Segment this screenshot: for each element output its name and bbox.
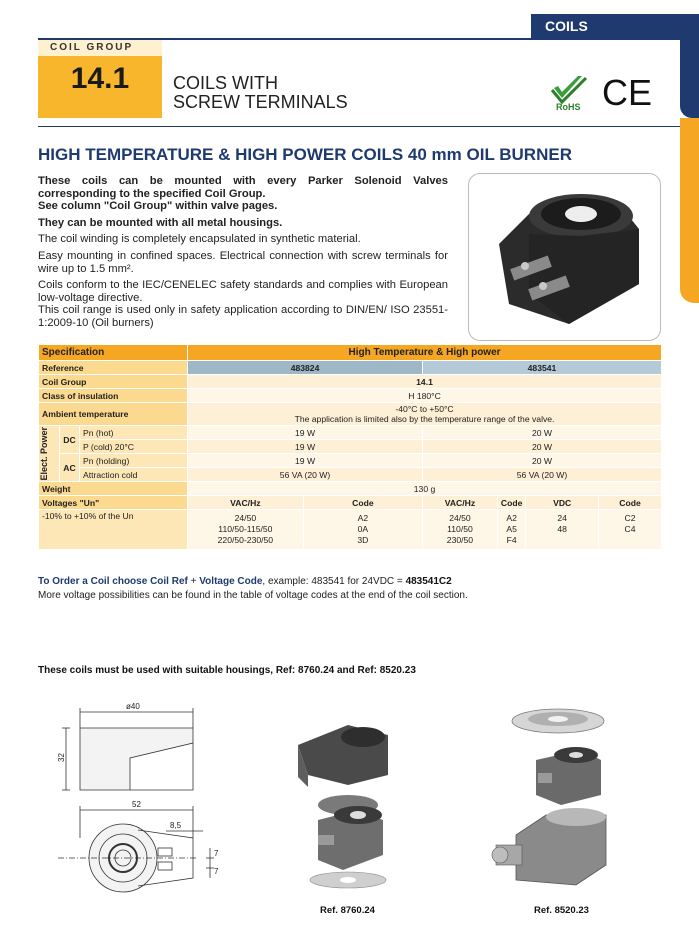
vdc-item: 24 [557,513,567,523]
col-code-c: Code [598,496,661,510]
insulation-value: H 180°C [188,389,662,403]
housing-8760-photo [288,715,403,895]
more-voltages-note: More voltage possibilities can be found in the table of voltage codes at the end of the coil section. [38,590,468,601]
tolerance-label: -10% to +10% of the Un [39,510,188,550]
spec-label: Specification [39,345,188,361]
pn-hot-b: 20 W [423,426,662,440]
reference-a: 483824 [188,361,423,375]
ce-text: CE [602,72,653,112]
code-b-item: F4 [506,535,517,545]
reference-b: 483541 [423,361,662,375]
ambient-label: Ambient temperature [39,403,188,426]
ac-label: AC [60,454,80,482]
header-rule [38,126,680,127]
p-cold-label: P (cold) 20°C [79,440,187,454]
code-a-item: 0A [357,524,369,534]
order-result: 483541C2 [405,576,452,587]
code-c-list [598,510,661,550]
intro-p3: The coil winding is completely encapsulated in synthetic material. [38,233,361,246]
vac-a-list [188,510,304,550]
dim-52: 52 [132,800,141,809]
group-title-line2: SCREW TERMINALS [173,92,348,112]
pn-holding-b: 20 W [423,454,662,468]
ambient-note: The application is limited also by the temperature range of the valve. [294,414,555,424]
col-vac-b: VAC/Hz [423,496,498,510]
weight-label: Weight [39,482,188,496]
intro-p4: Easy mounting in confined spaces. Electrical connection with screw terminals for wire up to 1.5 mm². [38,249,448,275]
coil-group-row-label: Coil Group [39,375,188,389]
vac-a-item: 110/50-115/50 [218,524,273,534]
dim-8-5: 8,5 [170,821,182,830]
attraction-b: 56 VA (20 W) [423,468,662,482]
group-title-line1: COILS WITH [173,73,279,93]
ambient-value [188,403,662,426]
pn-hot-a: 19 W [188,426,423,440]
p-cold-b: 20 W [423,440,662,454]
pn-holding-label: Pn (holding) [79,454,187,468]
side-bar-orange [680,118,699,303]
code-a-item: A2 [357,513,369,523]
page-title: HIGH TEMPERATURE & HIGH POWER COILS 40 mm OIL BURNER [38,145,572,164]
housing-8520-photo [486,705,616,895]
code-b-list [497,510,525,550]
order-example: , example: 483541 for 24VDC = [262,576,403,587]
dim-32: 32 [57,753,66,762]
attraction-label: Attraction cold [79,468,187,482]
col-code-b: Code [497,496,525,510]
coil-photo-frame [468,173,661,341]
p-cold-a: 19 W [188,440,423,454]
elect-power-label: Elect. Power [39,426,49,481]
coil-photo [469,174,660,340]
code-c-item: C4 [624,524,636,534]
dim-d40: ø40 [126,702,140,711]
vac-a-item: 220/50-230/50 [217,535,274,545]
rohs-text: RoHS [556,102,581,112]
attraction-a: 56 VA (20 W) [188,468,423,482]
intro-p6: This coil range is used only in safety application according to DIN/EN/ ISO 23551-1:2009-10 (Oil burners) [38,304,448,329]
insulation-label: Class of insulation [39,389,188,403]
vac-b-item: 230/50 [446,535,474,545]
dc-label: DC [60,426,80,454]
vdc-list [526,510,599,550]
reference-label: Reference [39,361,188,375]
order-instructions [38,576,452,587]
pn-holding-a: 19 W [188,454,423,468]
voltages-label: Voltages "Un" [39,496,188,510]
code-c-item: C2 [624,513,636,523]
vac-b-list [423,510,498,550]
col-code-a: Code [303,496,422,510]
spec-table [38,344,662,550]
intro-p1: These coils can be mounted with every Parker Solenoid Valves corresponding to the specified Coil Group. [38,175,448,200]
ref-8520-label: Ref. 8520.23 [534,905,589,916]
col-vdc: VDC [526,496,599,510]
intro-text [38,175,448,334]
intro-p2: They can be mounted with all metal housings. [38,216,283,229]
code-b-item: A5 [506,524,517,534]
code-b-item: A2 [506,513,517,523]
housing-note: These coils must be used with suitable housings, Ref: 8760.24 and Ref: 8520.23 [38,665,416,676]
rohs-logo [548,72,594,112]
coil-group-label: COIL GROUP [38,40,162,56]
side-bar-navy [680,38,699,118]
elect-power-cell [39,426,60,482]
vac-b-item: 110/50 [447,524,473,534]
vac-a-item: 24/50 [234,513,257,523]
intro-p1b: See column "Coil Group" within valve pages. [38,200,278,213]
order-plus: + [190,576,197,587]
vdc-item: 48 [557,524,567,534]
ce-mark [600,72,660,112]
dim-7b: 7 [214,867,219,876]
pn-hot-label: Pn (hot) [79,426,187,440]
code-a-list [303,510,422,550]
code-a-item: 3D [357,535,369,545]
col-vac-a: VAC/Hz [188,496,304,510]
coil-group-number: 14.1 [70,62,130,95]
vac-b-item: 24/50 [449,513,471,523]
intro-p5: Coils conform to the IEC/CENELEC safety standards and complies with European low-voltage directive. [38,279,448,304]
ref-8760-label: Ref. 8760.24 [320,905,375,916]
coil-group-row-value: 14.1 [188,375,662,389]
weight-value: 130 g [188,482,662,496]
section-tab: COILS [531,14,699,38]
order-lead: To Order a Coil choose [38,576,148,587]
dimension-drawing [38,698,278,910]
spec-value: High Temperature & High power [188,345,662,361]
coil-group-title [173,74,433,112]
order-part2: Voltage Code [199,576,263,587]
dim-7a: 7 [214,849,219,858]
order-part1: Coil Ref [150,576,188,587]
ambient-range: -40°C to +50°C [395,404,454,414]
